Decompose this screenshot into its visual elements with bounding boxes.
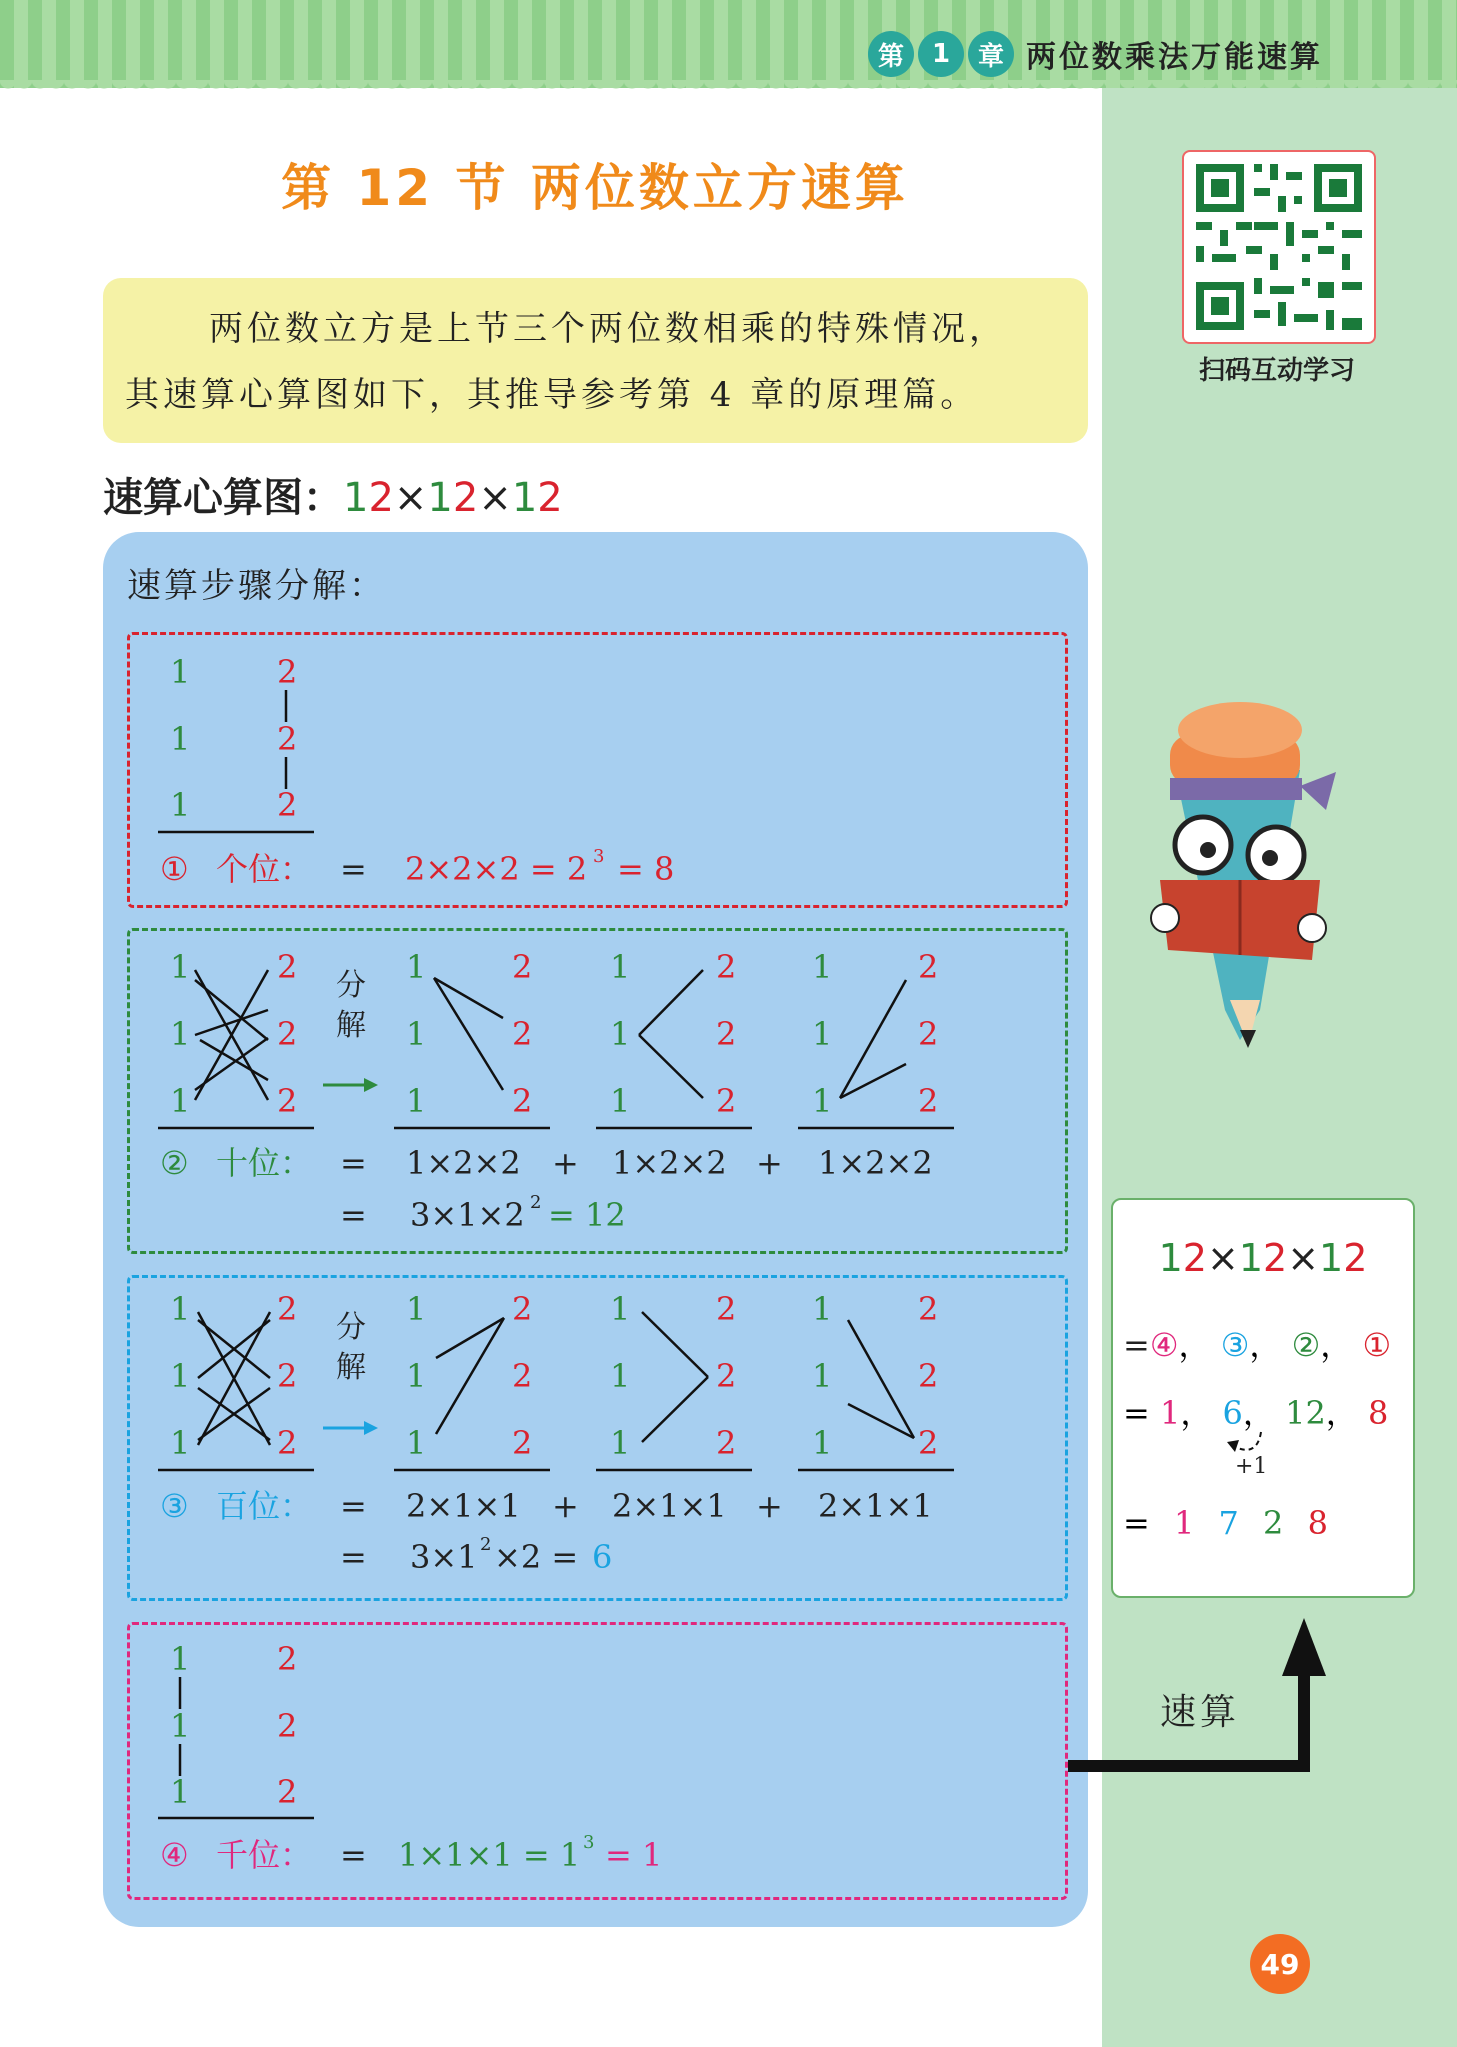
expr-digit: 1 xyxy=(343,475,369,521)
quick-line-1 xyxy=(1123,1320,1391,1366)
expr-times: × xyxy=(478,475,512,521)
result-digit: 8 xyxy=(1307,1504,1328,1542)
digit-ref: ① xyxy=(1362,1326,1392,1364)
intro-line-1: 两位数立方是上节三个两位数相乘的特殊情况， xyxy=(209,309,1007,349)
chapter-prefix: 第 xyxy=(868,31,914,77)
digit-tens: 1 xyxy=(170,720,191,758)
step2-sub1 xyxy=(394,948,550,1128)
step-number: ③ xyxy=(160,1487,189,1525)
step-number: ② xyxy=(160,1144,189,1182)
svg-text:2: 2 xyxy=(512,1082,533,1120)
step2-part: 1×2×2 xyxy=(612,1144,727,1182)
svg-text:1: 1 xyxy=(610,1015,631,1053)
step4-digits xyxy=(170,1640,297,1811)
step1-eq xyxy=(160,846,674,888)
step2-digits xyxy=(170,948,297,1120)
digit-ones: 2 xyxy=(277,720,298,758)
step4-calc: 1×1×1 = 1 xyxy=(398,1836,581,1874)
svg-text:1: 1 xyxy=(812,1357,833,1395)
svg-text:2: 2 xyxy=(512,1424,533,1462)
svg-text:2: 2 xyxy=(512,1015,533,1053)
step3-part: 2×1×1 xyxy=(406,1487,521,1525)
digit-tens: 1 xyxy=(170,1082,191,1120)
carry-label: +1 xyxy=(1235,1454,1268,1479)
step1-calc: 2×2×2 = 2 xyxy=(405,850,588,888)
value: 12 xyxy=(1285,1394,1326,1432)
expr-digit: 2 xyxy=(368,475,394,521)
mental-map-title: 速算心算图： xyxy=(103,475,343,521)
expr-digit: 2 xyxy=(537,475,563,521)
expr-digit: 2 xyxy=(452,475,479,521)
expr-digit: 1 xyxy=(511,475,538,521)
svg-text:2: 2 xyxy=(918,1082,939,1120)
step-number: ④ xyxy=(160,1836,189,1874)
step4-sup: 3 xyxy=(583,1832,595,1853)
arrow-head-icon xyxy=(364,1421,378,1435)
speed-label: 速算 xyxy=(1160,1692,1241,1733)
value: 8 xyxy=(1367,1394,1389,1432)
step3-line2b: ×2 = xyxy=(494,1538,579,1576)
comma: ， xyxy=(1180,1394,1213,1432)
svg-text:2: 2 xyxy=(277,1707,298,1745)
step4-result: = 1 xyxy=(605,1836,663,1874)
expr-times: × xyxy=(393,475,428,521)
decompose-char: 分 xyxy=(336,1310,366,1345)
chapter-number: 1 xyxy=(918,31,964,77)
svg-text:1: 1 xyxy=(170,1707,191,1745)
comma: ， xyxy=(1320,1326,1353,1364)
page-title: 第 12 节 两位数立方速算 xyxy=(281,159,909,217)
step2-cross-lines xyxy=(195,970,268,1100)
step-name: 百位： xyxy=(216,1487,313,1525)
plus-sign: + xyxy=(756,1144,783,1182)
step2-result: = 12 xyxy=(548,1196,626,1234)
equals: = xyxy=(1123,1394,1150,1432)
value: 6 xyxy=(1222,1394,1243,1432)
svg-text:1: 1 xyxy=(610,1357,631,1395)
comma: ， xyxy=(1242,1394,1275,1432)
decompose-char: 解 xyxy=(336,1350,366,1385)
digit-ref: ② xyxy=(1291,1326,1321,1364)
svg-text:2: 2 xyxy=(277,1640,298,1678)
svg-text:1: 1 xyxy=(170,1357,191,1395)
svg-text:1: 1 xyxy=(812,1082,833,1120)
digit-ones: 2 xyxy=(277,948,298,986)
page-number: 49 xyxy=(1250,1934,1310,1994)
step2-sub3 xyxy=(798,948,954,1128)
svg-text:2: 2 xyxy=(277,1290,298,1328)
step1-digits xyxy=(170,653,297,824)
step3-eq xyxy=(160,1487,933,1576)
comma: ， xyxy=(1178,1326,1211,1364)
svg-text:1: 1 xyxy=(170,1773,191,1811)
step2-part: 1×2×2 xyxy=(818,1144,933,1182)
svg-text:1: 1 xyxy=(406,1015,427,1053)
svg-text:2: 2 xyxy=(512,1290,533,1328)
svg-text:2: 2 xyxy=(512,948,533,986)
step1-result: = 8 xyxy=(617,850,675,888)
svg-text:2: 2 xyxy=(918,1015,939,1053)
step2-line2: 3×1×2 xyxy=(410,1196,525,1234)
svg-text:2: 2 xyxy=(716,1082,737,1120)
step3-sub1 xyxy=(394,1290,550,1470)
comma: ， xyxy=(1249,1326,1282,1364)
svg-text:1: 1 xyxy=(812,1015,833,1053)
svg-text:2: 2 xyxy=(716,948,737,986)
svg-text:2: 2 xyxy=(918,1290,939,1328)
step2-part: 1×2×2 xyxy=(406,1144,521,1182)
step2-eq xyxy=(160,1144,933,1234)
decompose-char: 解 xyxy=(336,1008,366,1043)
step1-sup: 3 xyxy=(593,846,605,867)
svg-text:1: 1 xyxy=(170,1290,191,1328)
step3-sub3 xyxy=(798,1290,954,1470)
digit-ones: 2 xyxy=(277,653,298,691)
arrow-up-icon xyxy=(1282,1618,1326,1676)
chapter-suffix: 章 xyxy=(968,31,1014,77)
step3-part: 2×1×1 xyxy=(818,1487,933,1525)
svg-text:2: 2 xyxy=(277,1424,298,1462)
plus-sign: + xyxy=(552,1144,579,1182)
quick-expr: 12×12×12 xyxy=(1158,1236,1368,1280)
step-equals: = xyxy=(340,1538,367,1576)
step-name: 十位： xyxy=(216,1144,313,1182)
digit-ones: 2 xyxy=(277,786,298,824)
qr-label: 扫码互动学习 xyxy=(1198,356,1355,386)
svg-text:2: 2 xyxy=(716,1015,737,1053)
svg-text:2: 2 xyxy=(918,1424,939,1462)
step-name: 千位： xyxy=(216,1836,313,1874)
step3-line2: 3×1 xyxy=(410,1538,478,1576)
svg-text:1: 1 xyxy=(406,948,427,986)
svg-text:1: 1 xyxy=(812,948,833,986)
step2-sup: 2 xyxy=(530,1192,542,1213)
svg-text:2: 2 xyxy=(277,1773,298,1811)
svg-text:2: 2 xyxy=(716,1357,737,1395)
value: 1 xyxy=(1159,1394,1181,1432)
arrow-head-icon xyxy=(364,1078,378,1092)
svg-text:2: 2 xyxy=(716,1290,737,1328)
plus-sign: + xyxy=(552,1487,579,1525)
digit-tens: 1 xyxy=(170,653,191,691)
result-digit: 2 xyxy=(1263,1504,1284,1542)
step3-sub2 xyxy=(596,1290,752,1470)
svg-text:2: 2 xyxy=(512,1357,533,1395)
digit-ref: ③ xyxy=(1220,1326,1250,1364)
svg-text:1: 1 xyxy=(610,1290,631,1328)
result-digit: 1 xyxy=(1173,1504,1195,1542)
expr-digit: 1 xyxy=(427,475,453,521)
step-name: 个位： xyxy=(216,850,313,888)
step2-sub2 xyxy=(596,948,752,1128)
steps-label: 速算步骤分解： xyxy=(127,566,386,606)
intro-line-2: 其速算心算图如下，其推导参考第 4 章的原理篇。 xyxy=(125,375,979,415)
svg-text:2: 2 xyxy=(918,1357,939,1395)
step3-result: 6 xyxy=(592,1538,613,1576)
step-equals: = xyxy=(340,1144,367,1182)
svg-text:1: 1 xyxy=(812,1424,833,1462)
svg-text:2: 2 xyxy=(716,1424,737,1462)
step3-cross-lines xyxy=(198,1312,270,1445)
svg-text:1: 1 xyxy=(610,1082,631,1120)
step-number: ① xyxy=(160,850,189,888)
digit-tens: 1 xyxy=(170,786,191,824)
pencil-mascot-icon xyxy=(1151,702,1336,1048)
step-equals: = xyxy=(340,1196,367,1234)
svg-text:2: 2 xyxy=(277,1357,298,1395)
decompose-char: 分 xyxy=(336,968,366,1003)
svg-text:1: 1 xyxy=(812,1290,833,1328)
step4-eq xyxy=(160,1832,662,1874)
svg-text:1: 1 xyxy=(406,1424,427,1462)
result-digit: 7 xyxy=(1218,1504,1239,1542)
digit-ones: 2 xyxy=(277,1082,298,1120)
step-equals: = xyxy=(340,1487,367,1525)
step-equals: = xyxy=(340,1836,367,1874)
chapter-title: 两位数乘法万能速算 xyxy=(1026,40,1323,75)
digit-tens: 1 xyxy=(170,948,191,986)
quick-result-card xyxy=(1111,1198,1415,1598)
digit-tens: 1 xyxy=(170,1015,191,1053)
comma: ， xyxy=(1325,1394,1358,1432)
digit-ref: ④ xyxy=(1149,1326,1179,1364)
digit-ones: 2 xyxy=(277,1015,298,1053)
svg-text:1: 1 xyxy=(406,1290,427,1328)
svg-text:2: 2 xyxy=(918,948,939,986)
step3-part: 2×1×1 xyxy=(612,1487,727,1525)
step3-sup: 2 xyxy=(480,1534,492,1555)
equals: = xyxy=(1123,1326,1150,1364)
svg-text:1: 1 xyxy=(406,1357,427,1395)
svg-text:1: 1 xyxy=(170,1640,191,1678)
svg-text:1: 1 xyxy=(406,1082,427,1120)
step-equals: = xyxy=(340,850,367,888)
plus-sign: + xyxy=(756,1487,783,1525)
quick-line-3 xyxy=(1123,1504,1328,1542)
svg-text:1: 1 xyxy=(170,1424,191,1462)
svg-text:1: 1 xyxy=(610,948,631,986)
equals: = xyxy=(1123,1504,1150,1542)
svg-text:1: 1 xyxy=(610,1424,631,1462)
